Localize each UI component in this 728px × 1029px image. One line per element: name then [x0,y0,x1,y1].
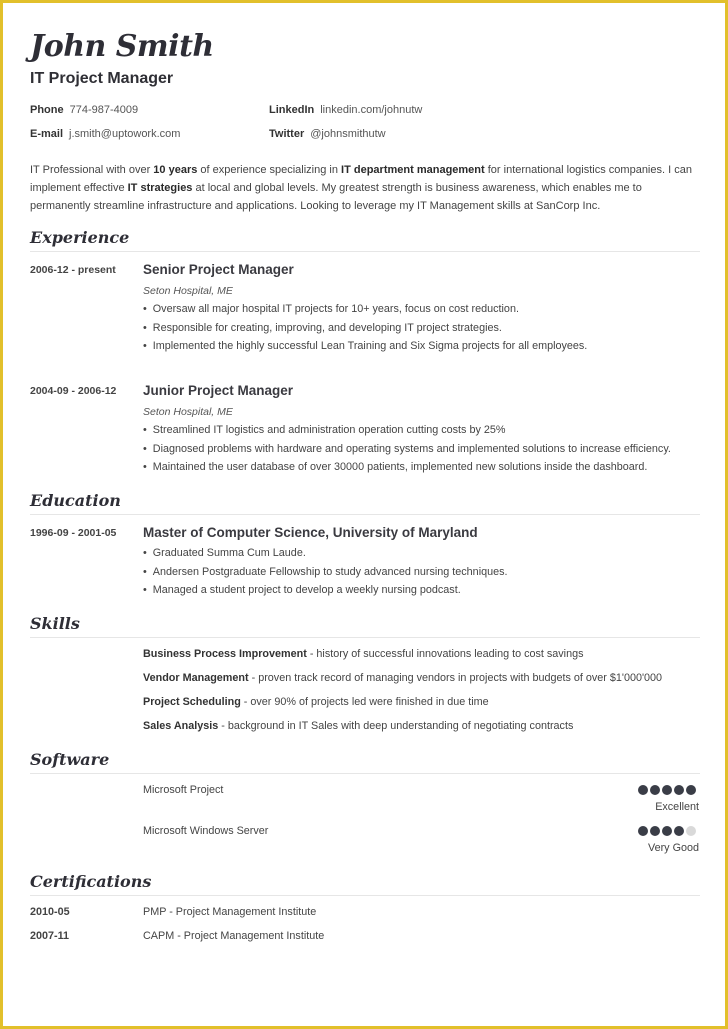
rating-dot-filled [638,826,648,836]
certification-date: 2010-05 [30,906,70,918]
skill-item: Business Process Improvement - history of successful innovations leading to cost savings [143,648,584,660]
rating-dot-filled [662,826,672,836]
section-heading-skills: Skills [30,614,80,633]
education-dates: 1996-09 - 2001-05 [30,527,117,539]
section-heading-experience: Experience [30,228,130,247]
software-name: Microsoft Project [143,784,224,796]
job-bullets [143,300,587,356]
list-item: • Responsible for creating, improving, and developing IT project strategies. [143,319,587,338]
profile-summary: IT Professional with over 10 years of experience specializing in IT department management for international logistics companies. I can implement effective IT strategies at local and global levels. My greatest strength is business awareness, which enables me to permanently streamline infrastructure and applications. Looking to leverage my IT Management skills at SanCorp Inc. [30,164,692,213]
job-position: Senior Project Manager [143,262,294,277]
section-heading-certifications: Certifications [30,872,152,891]
job-title: IT Project Manager [30,70,174,87]
job-dates: 2004-09 - 2006-12 [30,385,117,397]
certification-date: 2007-11 [30,930,70,942]
job-employer: Seton Hospital, ME [143,285,233,297]
rating-dot-filled [674,826,684,836]
rating-dot-filled [674,785,684,795]
rating-dot-filled [662,785,672,795]
section-divider [30,895,700,896]
phone-label: Phone [30,104,64,116]
certification-name: CAPM - Project Management Institute [143,930,325,942]
software-name: Microsoft Windows Server [143,825,269,837]
job-bullets [143,421,671,477]
job-position: Junior Project Manager [143,383,294,398]
resume-page [3,3,725,1026]
rating-dot-empty [686,826,696,836]
job-employer: Seton Hospital, ME [143,406,233,418]
section-divider [30,637,700,638]
candidate-name: John Smith [30,29,214,64]
contact-linkedin [269,104,422,116]
list-item: • Maintained the user database of over 30000 patients, implemented new solutions inside the dashboard. [143,458,671,477]
list-item: • Streamlined IT logistics and administration operation cutting costs by 25% [143,421,671,440]
rating-dot-filled [650,785,660,795]
email-value[interactable]: j.smith@uptowork.com [69,128,181,140]
linkedin-label: LinkedIn [269,104,315,116]
list-item: • Graduated Summa Cum Laude. [143,544,508,563]
twitter-value[interactable]: @johnsmithutw [310,128,386,140]
email-label: E-mail [30,128,64,140]
education-degree: Master of Computer Science, University of Maryland [143,525,478,540]
skill-item: Project Scheduling - over 90% of projects led were finished in due time [143,696,489,708]
job-dates: 2006-12 - present [30,264,116,276]
contact-email [30,128,180,140]
phone-value: 774-987-4009 [69,104,139,116]
list-item: • Managed a student project to develop a weekly nursing podcast. [143,581,508,600]
section-heading-education: Education [30,491,121,510]
section-divider [30,773,700,774]
list-item: • Andersen Postgraduate Fellowship to study advanced nursing techniques. [143,563,508,582]
list-item: • Diagnosed problems with hardware and operating systems and implemented solutions to increase efficiency. [143,440,671,459]
skill-item: Sales Analysis - background in IT Sales with deep understanding of negotiating contracts [143,720,574,732]
twitter-label: Twitter [269,128,305,140]
section-heading-software: Software [30,750,110,769]
rating-dots [638,826,696,836]
contact-phone [30,104,138,116]
certification-name: PMP - Project Management Institute [143,906,317,918]
section-divider [30,251,700,252]
list-item: • Implemented the highly successful Lean Training and Six Sigma projects for all employees. [143,337,587,356]
software-level: Excellent [655,801,699,813]
software-level: Very Good [647,842,699,854]
education-bullets [143,544,508,600]
rating-dot-filled [650,826,660,836]
list-item: • Oversaw all major hospital IT projects for 10+ years, focus on cost reduction. [143,300,587,319]
section-divider [30,514,700,515]
rating-dot-filled [686,785,696,795]
skill-item: Vendor Management - proven track record of managing vendors in projects with budgets of over $1'000'000 [143,672,663,684]
linkedin-value[interactable]: linkedin.com/johnutw [320,104,423,116]
rating-dots [638,785,696,795]
rating-dot-filled [638,785,648,795]
contact-twitter [269,128,386,140]
